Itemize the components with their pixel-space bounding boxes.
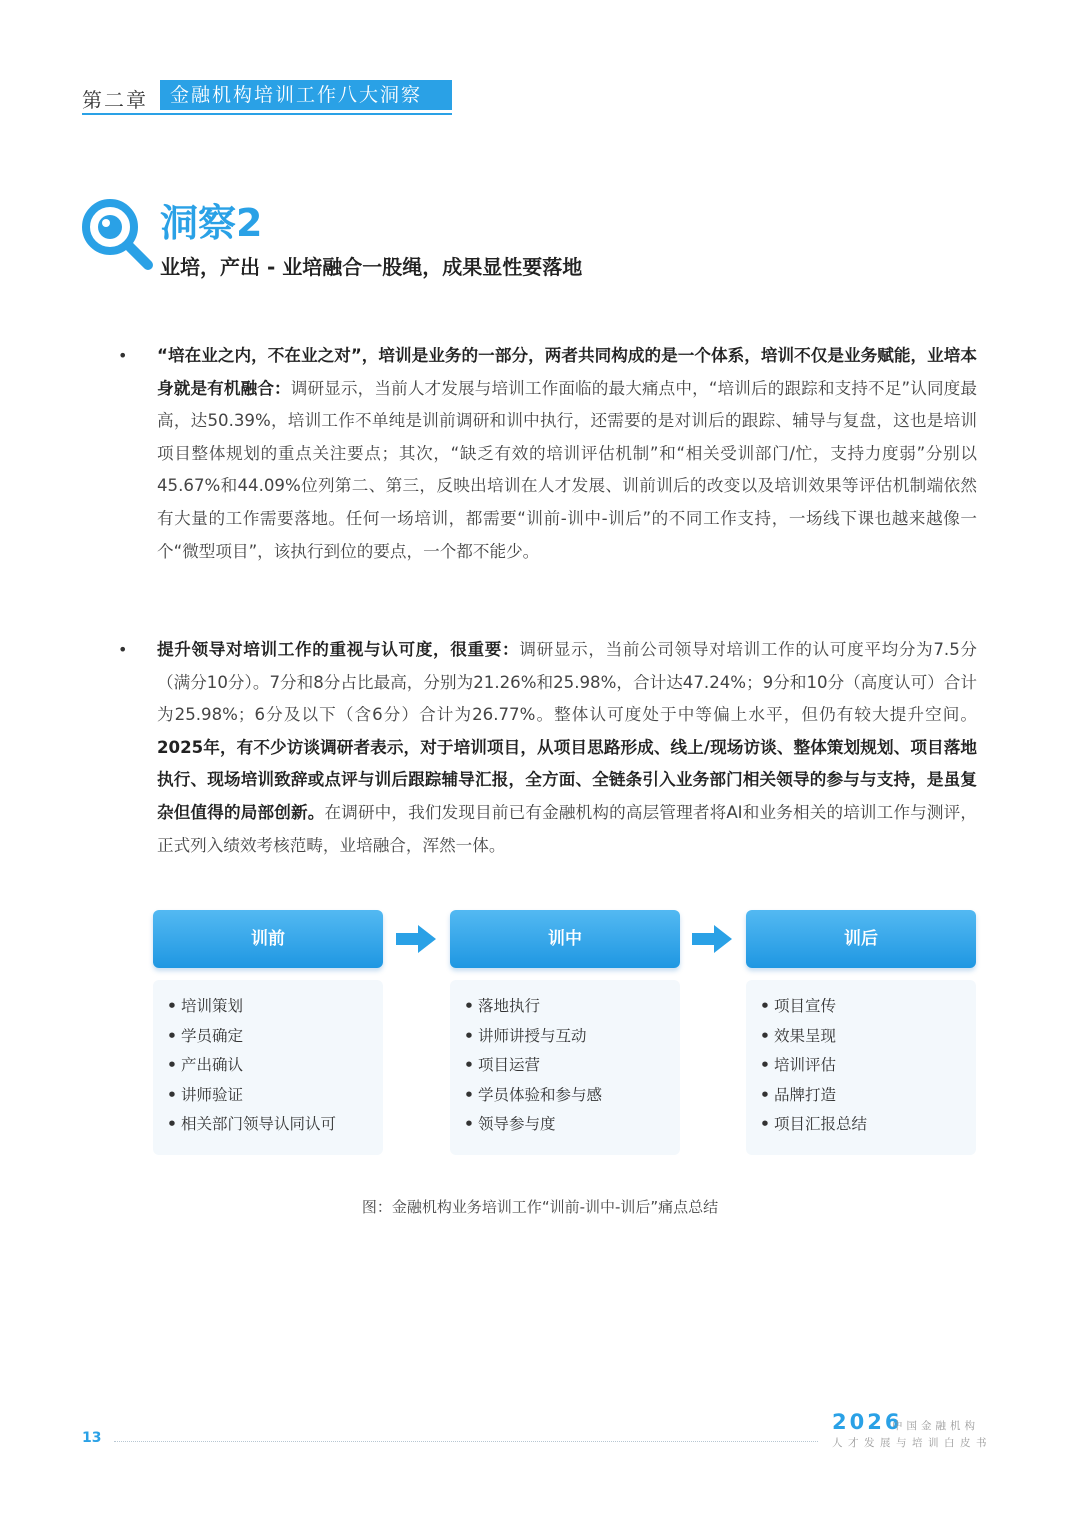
footer-divider bbox=[114, 1441, 818, 1442]
stage-during-training-header: 训中 bbox=[450, 910, 680, 968]
arrow-right-icon bbox=[692, 924, 732, 954]
header-underline bbox=[82, 113, 452, 115]
paragraph-2-highlight: 2025年，有不少访谈调研者表示，对于培训项目，从项目思路形成、线上/现场访谈、整体策划规划、项目落地执行、现场培训致辞或点评与训后跟踪辅导汇报，全方面、全链条引入业务部门相关领导的参与与支持，是虽复杂但值得的局部创新。 bbox=[157, 737, 977, 822]
list-item: • 品牌打造 bbox=[760, 1081, 976, 1111]
list-bullet: • bbox=[167, 997, 177, 1015]
insight-subtitle: 业培，产出 - 业培融合一股绳，成果显性要落地 bbox=[160, 255, 583, 279]
figure-caption: 图：金融机构业务培训工作“训前-训中-训后”痛点总结 bbox=[361, 1198, 719, 1216]
list-bullet: • bbox=[464, 1115, 474, 1133]
paragraph-2-body: 调研显示，当前公司领导对培训工作的认可度平均分为7.5分（满分10分）。7分和8分占比最高，分别为21.26%和25.98%，合计达47.24%；9分和10分（高度认可）合计为25.98%；6分及以下（含6分）合计为26.77%。整体认可度处于中等偏上水平，但仍有较大提升空间。 bbox=[157, 640, 978, 725]
paragraph-2-lead: 提升领导对培训工作的重视与认可度，很重要： bbox=[157, 640, 520, 659]
list-item: • 学员确定 bbox=[167, 1022, 383, 1052]
list-bullet: • bbox=[464, 1026, 474, 1045]
list-item: • 培训策划 bbox=[167, 992, 383, 1022]
insight-title: 洞察2 bbox=[160, 201, 263, 245]
page-number: 13 bbox=[82, 1430, 102, 1446]
stage-pre-training-list bbox=[153, 980, 383, 1155]
arrow-right-icon bbox=[396, 924, 436, 954]
list-bullet: • bbox=[760, 1026, 770, 1045]
list-item: • 项目宣传 bbox=[760, 992, 976, 1022]
stage-post-training-header: 训后 bbox=[746, 910, 976, 968]
list-item: • 项目汇报总结 bbox=[760, 1110, 976, 1140]
list-bullet: • bbox=[167, 1056, 177, 1074]
list-item: • 领导参与度 bbox=[464, 1110, 680, 1140]
paragraph-1-body: 调研显示，当前人才发展与培训工作面临的最大痛点中，“培训后的跟踪和支持不足”认同度最高，达50.39%，培训工作不单纯是训前调研和训中执行，还需要的是对训后的跟踪、辅导与复盘，这也是培训项目整体规划的重点关注要点；其次，“缺乏有效的培训评估机制”和“相关受训部门/忙，支持力度弱”分别以45.67%和44.09%位列第二、第三，反映出培训在人才发展、训前训后的改变以及培训效果等评估机制端依然有大量的工作需要落地。任何一场培训，都需要“训前-训中-训后”的不同工作支持，一场线下课也越来越像一个“微型项目”，该执行到位的要点，一个都不能少。 bbox=[157, 378, 977, 561]
list-bullet: • bbox=[167, 1026, 177, 1045]
list-bullet: • bbox=[760, 1085, 770, 1104]
paragraph-2 bbox=[157, 634, 977, 862]
list-bullet: • bbox=[464, 1056, 474, 1074]
list-item: • 产出确认 bbox=[167, 1051, 383, 1081]
bullet-marker: • bbox=[118, 640, 128, 659]
list-bullet: • bbox=[760, 1056, 770, 1074]
list-item: • 效果呈现 bbox=[760, 1022, 976, 1052]
footer-title-line2: 人才发展与培训白皮书 bbox=[832, 1437, 992, 1449]
stage-during-training-list bbox=[450, 980, 680, 1155]
magnifier-eye-icon bbox=[80, 197, 154, 271]
list-item: • 讲师讲授与互动 bbox=[464, 1022, 680, 1052]
list-bullet: • bbox=[167, 1115, 177, 1133]
list-bullet: • bbox=[760, 1115, 770, 1133]
footer-year: 2026 bbox=[832, 1410, 903, 1434]
chapter-title: 金融机构培训工作八大洞察 bbox=[160, 80, 452, 110]
bullet-marker: • bbox=[118, 346, 128, 365]
list-bullet: • bbox=[464, 997, 474, 1015]
list-item: • 落地执行 bbox=[464, 992, 680, 1022]
list-item: • 项目运营 bbox=[464, 1051, 680, 1081]
list-bullet: • bbox=[464, 1085, 474, 1104]
paragraph-1-lead: “培在业之内，不在业之对”，培训是业务的一部分，两者共同构成的是一个体系，培训不仅是业务赋能，业培本身就是有机融合： bbox=[157, 346, 977, 398]
stage-pre-training-header: 训前 bbox=[153, 910, 383, 968]
paragraph-1 bbox=[157, 340, 977, 568]
list-item: • 学员体验和参与感 bbox=[464, 1081, 680, 1111]
list-bullet: • bbox=[760, 997, 770, 1015]
stage-post-training-list bbox=[746, 980, 976, 1155]
list-item: • 讲师验证 bbox=[167, 1081, 383, 1111]
chapter-label: 第二章 bbox=[82, 88, 148, 112]
paragraph-2-tail: 在调研中，我们发现目前已有金融机构的高层管理者将AI和业务相关的培训工作与测评，正式列入绩效考核范畴，业培融合，浑然一体。 bbox=[157, 802, 977, 855]
list-item: • 培训评估 bbox=[760, 1051, 976, 1081]
list-bullet: • bbox=[167, 1085, 177, 1104]
list-item: • 相关部门领导认同认可 bbox=[167, 1110, 383, 1140]
footer-title-line1: 中国金融机构 bbox=[892, 1420, 979, 1432]
